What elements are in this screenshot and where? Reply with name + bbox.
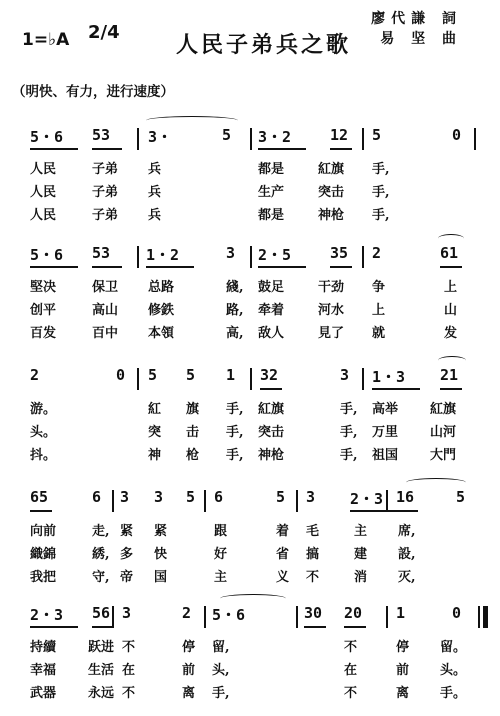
lyric: 旗 [186, 402, 200, 417]
note-group: 0 [452, 126, 462, 144]
lyric-line-2 [0, 299, 500, 319]
tempo-marking: （明快、有力，进行速度） [12, 84, 174, 100]
lyric: 国 [154, 570, 168, 585]
lyric: 万里 [372, 425, 399, 440]
lyric: 本領 [148, 326, 175, 341]
notation-line [0, 126, 500, 150]
lyric: 祖国 [372, 448, 399, 463]
bar-line [362, 128, 364, 150]
lyric: 跟 [214, 524, 228, 539]
lyric: 上 [444, 280, 458, 295]
bar-line [474, 128, 476, 150]
underline [330, 148, 352, 150]
lyric-line-3 [0, 204, 500, 224]
lyric: 停 [396, 640, 410, 655]
lyric: 省 [276, 547, 290, 562]
note-group: 6 [92, 488, 102, 506]
lyric-line-1 [0, 520, 500, 540]
note-group: 3 [340, 366, 350, 384]
lyric-line-1 [0, 398, 500, 418]
note-group: 0 [452, 604, 462, 622]
note-group: 56 [92, 604, 111, 622]
lyric: 紅旗 [258, 402, 285, 417]
lyric: 永远 [88, 686, 115, 701]
lyric: 兵 [148, 162, 162, 177]
lyric: 手, [372, 185, 390, 200]
lyric: 主 [214, 570, 228, 585]
bar-line [112, 490, 114, 512]
note-group: 2・3 [30, 606, 64, 624]
lyric: 就 [372, 326, 386, 341]
lyric: 兵 [148, 185, 162, 200]
lyric: 头。 [440, 663, 467, 678]
song-title: 人民子弟兵之歌 [176, 32, 352, 58]
lyric: 跃进 [88, 640, 115, 655]
underline [30, 148, 78, 150]
lyric: 不 [306, 570, 320, 585]
lyricist-credit: 廖代謙 詞 [371, 11, 462, 27]
lyric: 都是 [258, 162, 285, 177]
underline [258, 148, 306, 150]
lyric: 突击 [318, 185, 345, 200]
lyric: 上 [372, 303, 386, 318]
lyric: 紅旗 [318, 162, 345, 177]
lyric: 快 [154, 547, 168, 562]
underline [30, 510, 52, 512]
underline [350, 510, 398, 512]
note-group: 32 [260, 366, 279, 384]
note-group: 5・6 [30, 246, 64, 264]
note-group: 20 [344, 604, 363, 622]
score-row-2 [0, 244, 500, 344]
final-bar-line-thick [483, 606, 488, 628]
lyric: 路, [226, 303, 244, 318]
lyric: 不 [344, 686, 358, 701]
bar-line [250, 368, 252, 390]
lyric: 留。 [440, 640, 467, 655]
bar-line [137, 246, 139, 268]
note-group: 61 [440, 244, 459, 262]
underline [92, 266, 122, 268]
lyric: 前 [396, 663, 410, 678]
lyric: 前 [182, 663, 196, 678]
lyric: 发 [444, 326, 458, 341]
lyric: 高, [226, 326, 244, 341]
lyric: 高山 [92, 303, 119, 318]
lyric: 紅 [148, 402, 162, 417]
note-group: 5 [148, 366, 158, 384]
lyric: 人民 [30, 185, 57, 200]
score-row-3 [0, 366, 500, 466]
bar-line [362, 246, 364, 268]
bar-line [250, 246, 252, 268]
lyric: 綫, [226, 280, 244, 295]
lyric-line-2 [0, 181, 500, 201]
lyric: 义 [276, 570, 290, 585]
lyric: 人民 [30, 162, 57, 177]
lyric: 好 [214, 547, 228, 562]
lyric: 鼓足 [258, 280, 285, 295]
lyric: 着 [276, 524, 290, 539]
note-group: 3 [154, 488, 164, 506]
lyric: 子弟 [92, 162, 119, 177]
note-group: 5 [222, 126, 232, 144]
lyric: 毛 [306, 524, 320, 539]
lyric: 席, [398, 524, 416, 539]
note-group: 1 [396, 604, 406, 622]
lyric: 百发 [30, 326, 57, 341]
underline [440, 266, 462, 268]
note-group: 5 [456, 488, 466, 506]
lyric: 总路 [148, 280, 175, 295]
lyric: 手。 [440, 686, 467, 701]
composer-credit: 易 坚 曲 [380, 31, 462, 47]
lyric: 突击 [258, 425, 285, 440]
final-bar-line-thin [478, 606, 480, 628]
lyric: 紧 [154, 524, 168, 539]
note-group: 1 [226, 366, 236, 384]
lyric: 向前 [30, 524, 57, 539]
lyric: 枪 [186, 448, 200, 463]
lyric: 生产 [258, 185, 285, 200]
note-group: 6 [214, 488, 224, 506]
lyric: 山河 [430, 425, 457, 440]
time-signature: 2/4 [88, 22, 120, 43]
lyric: 綉, [92, 547, 110, 562]
lyric: 多 [120, 547, 134, 562]
lyric: 織錦 [30, 547, 57, 562]
note-group: 30 [304, 604, 323, 622]
lyric: 头, [212, 663, 230, 678]
lyric: 留, [212, 640, 230, 655]
lyric: 头。 [30, 425, 57, 440]
bar-line [386, 490, 388, 512]
note-group: 2 [30, 366, 40, 384]
lyric: 手, [212, 686, 230, 701]
lyric: 在 [344, 663, 358, 678]
lyric-line-1 [0, 636, 500, 656]
lyric: 抖。 [30, 448, 57, 463]
lyric: 都是 [258, 208, 285, 223]
note-group: 3 [226, 244, 236, 262]
lyric: 保卫 [92, 280, 119, 295]
note-group: 5・6 [30, 128, 64, 146]
lyric: 子弟 [92, 185, 119, 200]
lyric: 守, [92, 570, 110, 585]
underline [146, 266, 194, 268]
slur [438, 234, 464, 243]
lyric: 神枪 [258, 448, 285, 463]
lyric: 大門 [430, 448, 457, 463]
lyric-line-3 [0, 682, 500, 702]
lyric: 手, [340, 425, 358, 440]
notation-line [0, 244, 500, 268]
lyric: 高举 [372, 402, 399, 417]
bar-line [204, 606, 206, 628]
underline [440, 388, 462, 390]
slur [220, 594, 286, 603]
underline [30, 626, 78, 628]
lyric: 我把 [30, 570, 57, 585]
slur [438, 356, 466, 365]
underline [396, 510, 418, 512]
note-group: 5 [186, 488, 196, 506]
note-group: 1・2 [146, 246, 180, 264]
bar-line [250, 128, 252, 150]
lyric: 手, [340, 448, 358, 463]
lyric-line-3 [0, 566, 500, 586]
lyric: 创平 [30, 303, 57, 318]
lyric: 走, [92, 524, 110, 539]
lyric: 手, [226, 448, 244, 463]
lyric: 手, [340, 402, 358, 417]
note-group: 12 [330, 126, 349, 144]
score-row-4 [0, 488, 500, 588]
lyric: 搞 [306, 547, 320, 562]
bar-line [204, 490, 206, 512]
lyric: 帝 [120, 570, 134, 585]
lyric: 争 [372, 280, 386, 295]
note-group: 5・6 [212, 606, 246, 624]
lyric: 紧 [120, 524, 134, 539]
lyric: 在 [122, 663, 136, 678]
note-group: 5 [276, 488, 286, 506]
underline [304, 626, 326, 628]
underline [258, 266, 306, 268]
lyric: 堅决 [30, 280, 57, 295]
lyric: 幸福 [30, 663, 57, 678]
slur [406, 478, 466, 487]
bar-line [112, 606, 114, 628]
lyric: 手, [372, 162, 390, 177]
lyric: 牵着 [258, 303, 285, 318]
slur [146, 116, 238, 125]
lyric: 神枪 [318, 208, 345, 223]
note-group: 53 [92, 126, 111, 144]
lyric: 山 [444, 303, 458, 318]
bar-line [362, 368, 364, 390]
underline [372, 388, 420, 390]
note-group: 16 [396, 488, 415, 506]
lyric: 干劲 [318, 280, 345, 295]
lyric: 河水 [318, 303, 345, 318]
lyric: 武器 [30, 686, 57, 701]
lyric: 百中 [92, 326, 119, 341]
note-group: 2 [182, 604, 192, 622]
note-group: 3・2 [258, 128, 292, 146]
notation-line [0, 604, 500, 628]
lyric: 停 [182, 640, 196, 655]
lyric: 子弟 [92, 208, 119, 223]
underline [330, 266, 352, 268]
note-group: 3・ [148, 128, 173, 146]
lyric: 持續 [30, 640, 57, 655]
lyric-line-2 [0, 659, 500, 679]
lyric: 建 [354, 547, 368, 562]
lyric: 人民 [30, 208, 57, 223]
lyric: 主 [354, 524, 368, 539]
lyric: 手, [226, 425, 244, 440]
key-signature: 1=♭A [22, 30, 70, 50]
lyric: 紅旗 [430, 402, 457, 417]
lyric-line-1 [0, 158, 500, 178]
underline [260, 388, 282, 390]
lyric: 不 [344, 640, 358, 655]
bar-line [137, 368, 139, 390]
lyric: 設, [398, 547, 416, 562]
lyric-line-2 [0, 421, 500, 441]
lyric: 游。 [30, 402, 57, 417]
note-group: 2・5 [258, 246, 292, 264]
underline [344, 626, 366, 628]
note-group: 5 [372, 126, 382, 144]
note-group: 21 [440, 366, 459, 384]
score-row-5 [0, 604, 500, 704]
lyric: 不 [122, 686, 136, 701]
note-group: 1・3 [372, 368, 406, 386]
lyric: 生活 [88, 663, 115, 678]
note-group: 3 [306, 488, 316, 506]
bar-line [296, 606, 298, 628]
notation-line [0, 488, 500, 512]
lyric: 消 [354, 570, 368, 585]
note-group: 53 [92, 244, 111, 262]
lyric: 神 [148, 448, 162, 463]
lyric: 手, [226, 402, 244, 417]
note-group: 65 [30, 488, 49, 506]
score-row-1 [0, 126, 500, 226]
lyric: 不 [122, 640, 136, 655]
note-group: 5 [186, 366, 196, 384]
note-group: 3 [122, 604, 132, 622]
bar-line [137, 128, 139, 150]
note-group: 35 [330, 244, 349, 262]
lyric: 突 [148, 425, 162, 440]
lyric: 击 [186, 425, 200, 440]
notation-line [0, 366, 500, 390]
note-group: 3 [120, 488, 130, 506]
lyric: 敌人 [258, 326, 285, 341]
underline [92, 626, 114, 628]
bar-line [386, 606, 388, 628]
lyric: 灭, [398, 570, 416, 585]
bar-line [296, 490, 298, 512]
lyric: 离 [396, 686, 410, 701]
lyric-line-3 [0, 322, 500, 342]
note-group: 0 [116, 366, 126, 384]
lyric: 見了 [318, 326, 345, 341]
lyric: 离 [182, 686, 196, 701]
lyric-line-2 [0, 543, 500, 563]
lyric-line-3 [0, 444, 500, 464]
underline [30, 266, 78, 268]
note-group: 2 [372, 244, 382, 262]
lyric: 修鉄 [148, 303, 175, 318]
lyric-line-1 [0, 276, 500, 296]
note-group: 2・3 [350, 490, 384, 508]
lyric: 兵 [148, 208, 162, 223]
underline [92, 148, 122, 150]
lyric: 手, [372, 208, 390, 223]
